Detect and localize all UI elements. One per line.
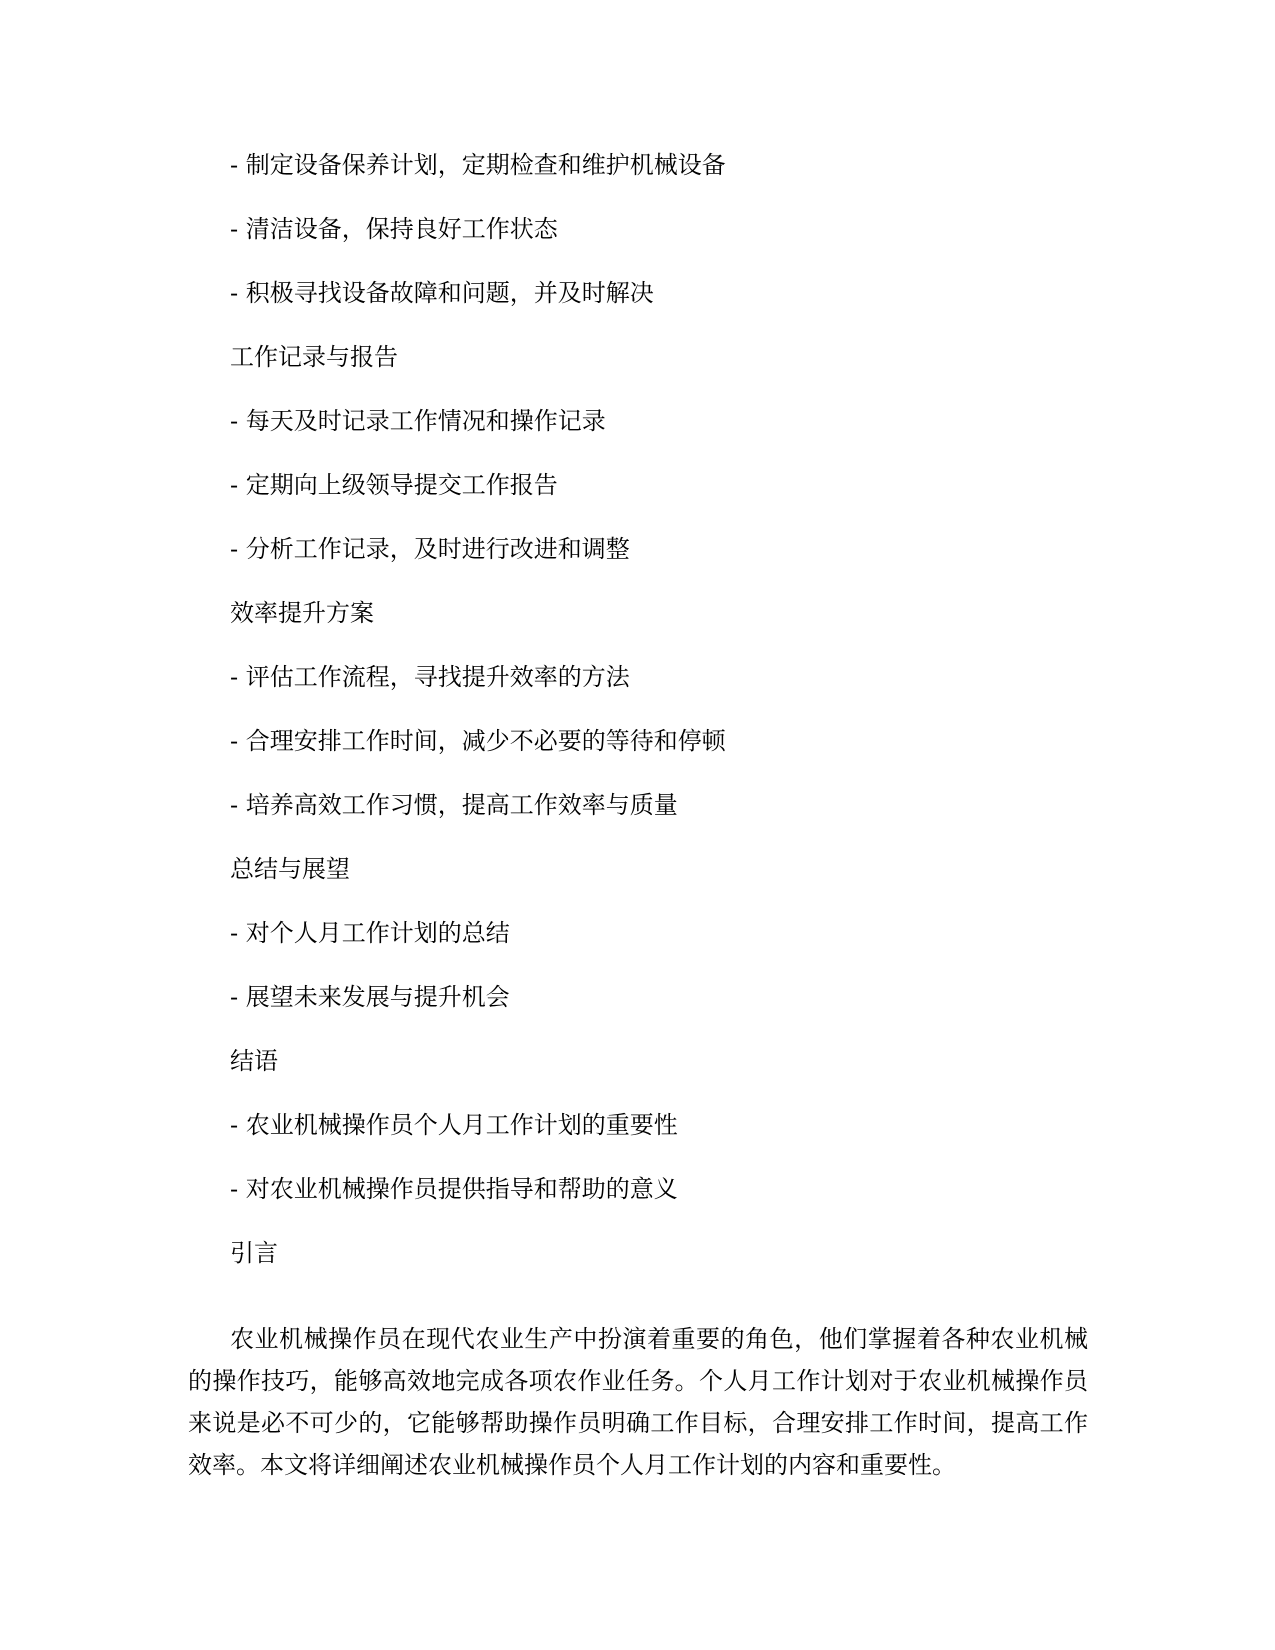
- list-item-importance: - 农业机械操作员个人月工作计划的重要性: [230, 1111, 678, 1139]
- list-item-daily-record: - 每天及时记录工作情况和操作记录: [230, 407, 606, 435]
- introduction-paragraph: 农业机械操作员在现代农业生产中扮演着重要的角色，他们掌握着各种农业机械的操作技巧，能够高效地完成各项农作业任务。个人月工作计划对于农业机械操作员来说是必不可少的，它能够帮助操作员明确工作目标，合理安排工作时间，提高工作效率。本文将详细阐述农业机械操作员个人月工作计划的内容和重要性。: [188, 1325, 1088, 1479]
- list-item-guidance: - 对农业机械操作员提供指导和帮助的意义: [230, 1175, 678, 1203]
- list-item-evaluate-process: - 评估工作流程，寻找提升效率的方法: [230, 663, 630, 691]
- list-item-maintenance-plan: - 制定设备保养计划，定期检查和维护机械设备: [230, 151, 726, 179]
- section-heading-conclusion: 结语: [230, 1047, 278, 1075]
- section-heading-efficiency: 效率提升方案: [230, 599, 374, 627]
- section-heading-work-records: 工作记录与报告: [230, 343, 398, 371]
- list-item-troubleshoot: - 积极寻找设备故障和问题，并及时解决: [230, 279, 654, 307]
- list-item-arrange-time: - 合理安排工作时间，减少不必要的等待和停顿: [230, 727, 726, 755]
- list-item-clean-equipment: - 清洁设备，保持良好工作状态: [230, 215, 558, 243]
- list-item-future-outlook: - 展望未来发展与提升机会: [230, 983, 510, 1011]
- list-item-plan-summary: - 对个人月工作计划的总结: [230, 919, 510, 947]
- section-heading-summary: 总结与展望: [230, 855, 350, 883]
- list-item-habits: - 培养高效工作习惯，提高工作效率与质量: [230, 791, 678, 819]
- list-item-submit-report: - 定期向上级领导提交工作报告: [230, 471, 558, 499]
- list-item-analyze-records: - 分析工作记录，及时进行改进和调整: [230, 535, 630, 563]
- section-heading-introduction: 引言: [230, 1239, 278, 1267]
